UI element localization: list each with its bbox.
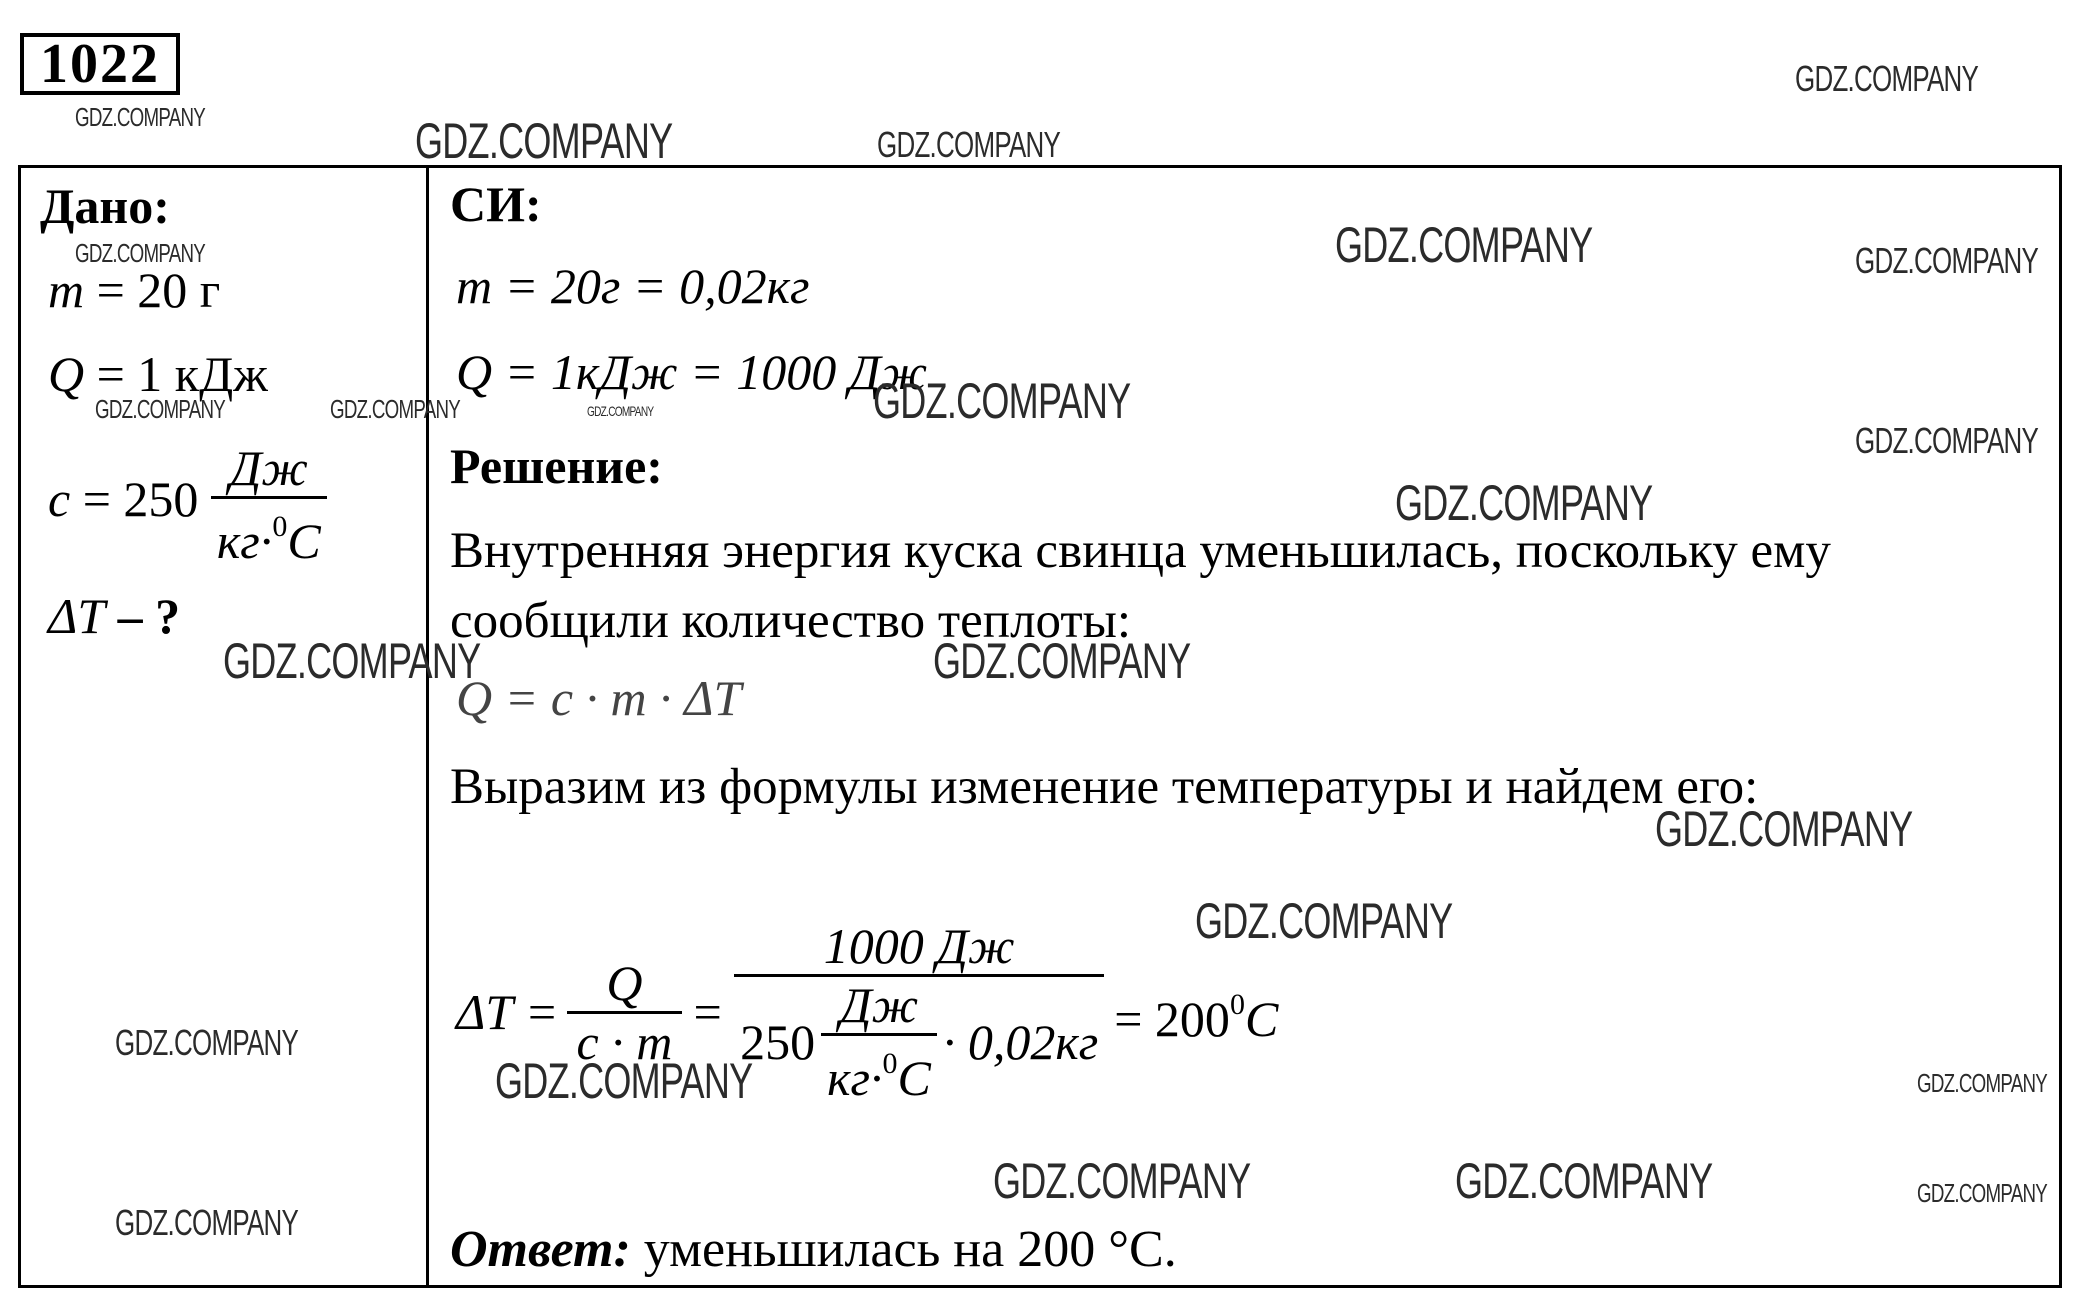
watermark: GDZ.COMPANY xyxy=(1195,893,1453,949)
si-heading: СИ: xyxy=(450,176,542,232)
watermark: GDZ.COMPANY xyxy=(115,1202,299,1243)
watermark: GDZ.COMPANY xyxy=(933,633,1191,689)
watermark: GDZ.COMPANY xyxy=(1455,1153,1713,1209)
watermark: GDZ.COMPANY xyxy=(993,1153,1251,1209)
solution-frame xyxy=(18,165,2062,1288)
given-capacity: c = 250 $\frac{Дж}{кг\cdot^0C}$ xyxy=(48,440,327,569)
given-mass: m = 20 г xyxy=(48,262,221,318)
si-mass-line: m = 20г = 0,02кг xyxy=(456,258,810,314)
watermark: GDZ.COMPANY xyxy=(587,403,654,419)
watermark: GDZ.COMPANY xyxy=(877,124,1061,165)
solution-text-1: Внутренняя энергия куска свинца уменьшилась, поскольку ему сообщили количество теплоты: xyxy=(450,523,1831,649)
given-unknown: ΔT – ? xyxy=(48,588,181,644)
watermark: GDZ.COMPANY xyxy=(1655,801,1913,857)
si-heat-line: Q = 1кДж = 1000 Дж xyxy=(456,344,928,400)
q-over-cm-fraction: $\frac{Q}{c \cdot m}$ xyxy=(567,955,683,1070)
problem-number: 1022 xyxy=(20,33,180,95)
watermark: GDZ.COMPANY xyxy=(1855,420,2039,461)
watermark: GDZ.COMPANY xyxy=(223,633,481,689)
watermark: GDZ.COMPANY xyxy=(330,394,461,424)
given-heading: Дано: xyxy=(40,178,170,234)
watermark: GDZ.COMPANY xyxy=(873,373,1131,429)
delta-t-formula: ΔT = $\frac{Q}{c \cdot m}$ = 1000 Дж 250 $\frac{Дж}{кг\cdot^0C}$ · 0,02кг = $200^0C$ xyxy=(456,918,1279,1106)
watermark: GDZ.COMPANY xyxy=(95,394,226,424)
watermark: GDZ.COMPANY xyxy=(75,102,206,132)
capacity-unit-fraction: $\frac{Дж}{кг\cdot^0C}$ xyxy=(211,440,327,569)
watermark: GDZ.COMPANY xyxy=(1917,1068,2048,1098)
watermark: GDZ.COMPANY xyxy=(1395,475,1653,531)
watermark: GDZ.COMPANY xyxy=(1917,1178,2048,1208)
solution-text-2: Выразим из формулы изменение температуры и найдем его: xyxy=(450,759,1759,815)
answer-text: уменьшилась на 200 °С. xyxy=(630,1221,1177,1278)
given-heat: Q = 1 кДж xyxy=(48,346,268,402)
column-divider xyxy=(426,165,429,1288)
watermark: GDZ.COMPANY xyxy=(115,1022,299,1063)
heat-formula: Q = c · m · ΔT xyxy=(456,670,742,726)
numeric-fraction: 1000 Дж 250 $\frac{Дж}{кг\cdot^0C}$ · 0,02кг xyxy=(734,918,1104,1106)
watermark: GDZ.COMPANY xyxy=(1335,217,1593,273)
solution-heading: Решение: xyxy=(450,438,663,494)
watermark: GDZ.COMPANY xyxy=(1855,240,2039,281)
answer-line xyxy=(450,1220,1177,1280)
watermark: GDZ.COMPANY xyxy=(75,238,206,268)
watermark: GDZ.COMPANY xyxy=(415,113,673,169)
watermark: GDZ.COMPANY xyxy=(495,1053,753,1109)
watermark: GDZ.COMPANY xyxy=(1795,58,1979,99)
answer-label: Ответ: xyxy=(450,1221,631,1278)
